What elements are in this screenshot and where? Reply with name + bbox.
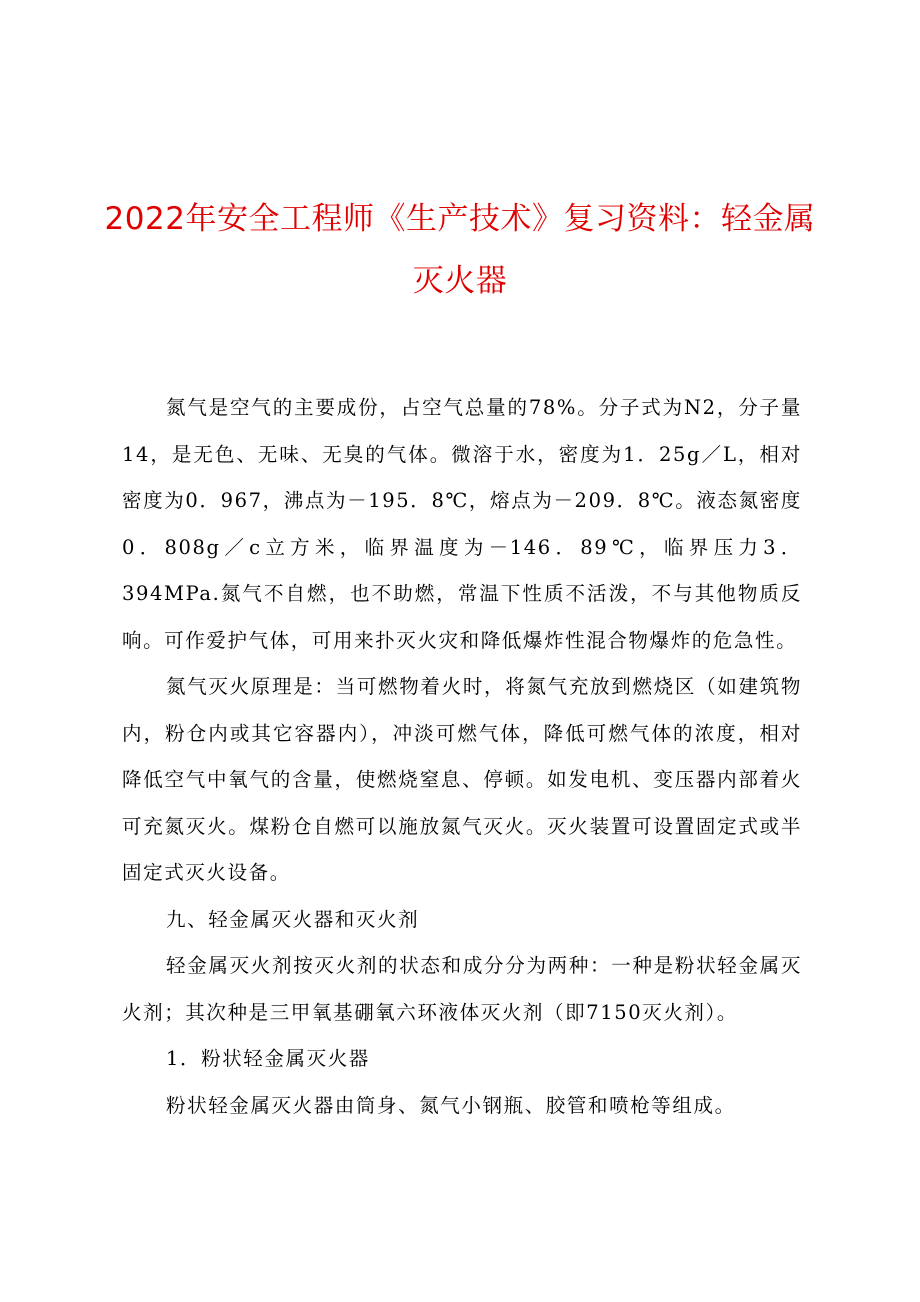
document-title: 2022年安全工程师《生产技术》复习资料：轻金属灭火器 [104,201,816,299]
subsection-heading-powder-extinguisher: 1．粉状轻金属灭火器 [166,1047,370,1070]
document-body [122,385,802,1129]
section-heading-light-metal: 九、轻金属灭火器和灭火剂 [166,907,420,931]
paragraph-agent-types: 轻金属灭火剂按灭火剂的状态和成分分为两种：一种是粉状轻金属灭火剂；其次种是三甲氧基硼氧六环液体灭火剂（即7150灭火剂）。 [122,954,802,1024]
paragraph-extinguishing-principle: 氮气灭火原理是：当可燃物着火时，将氮气充放到燃烧区（如建筑物内，粉仓内或其它容器内），冲淡可燃气体，降低可燃气体的浓度，相对降低空气中氧气的含量，使燃烧窒息、停顿。如发电机、变压器内部着火可充氮灭火。煤粉仓自燃可以施放氮气灭火。灭火装置可设置固定式或半固定式灭火设备。 [122,675,802,884]
paragraph-nitrogen-properties: 氮气是空气的主要成份，占空气总量的78%。分子式为N2，分子量14，是无色、无味、无臭的气体。微溶于水，密度为1．25g／L，相对密度为0．967，沸点为－195．8℃，熔点为－209．8℃。液态氮密度0．808g／c立方米，临界温度为－146．89℃，临界压力3．394MPa.氮气不自燃，也不助燃，常温下性质不活泼，不与其他物质反响。可作爱护气体，可用来扑灭火灾和降低爆炸性混合物爆炸的危急性。 [122,396,802,652]
paragraph-extinguisher-components: 粉状轻金属灭火器由筒身、氮气小钢瓶、胶管和喷枪等组成。 [166,1093,736,1117]
